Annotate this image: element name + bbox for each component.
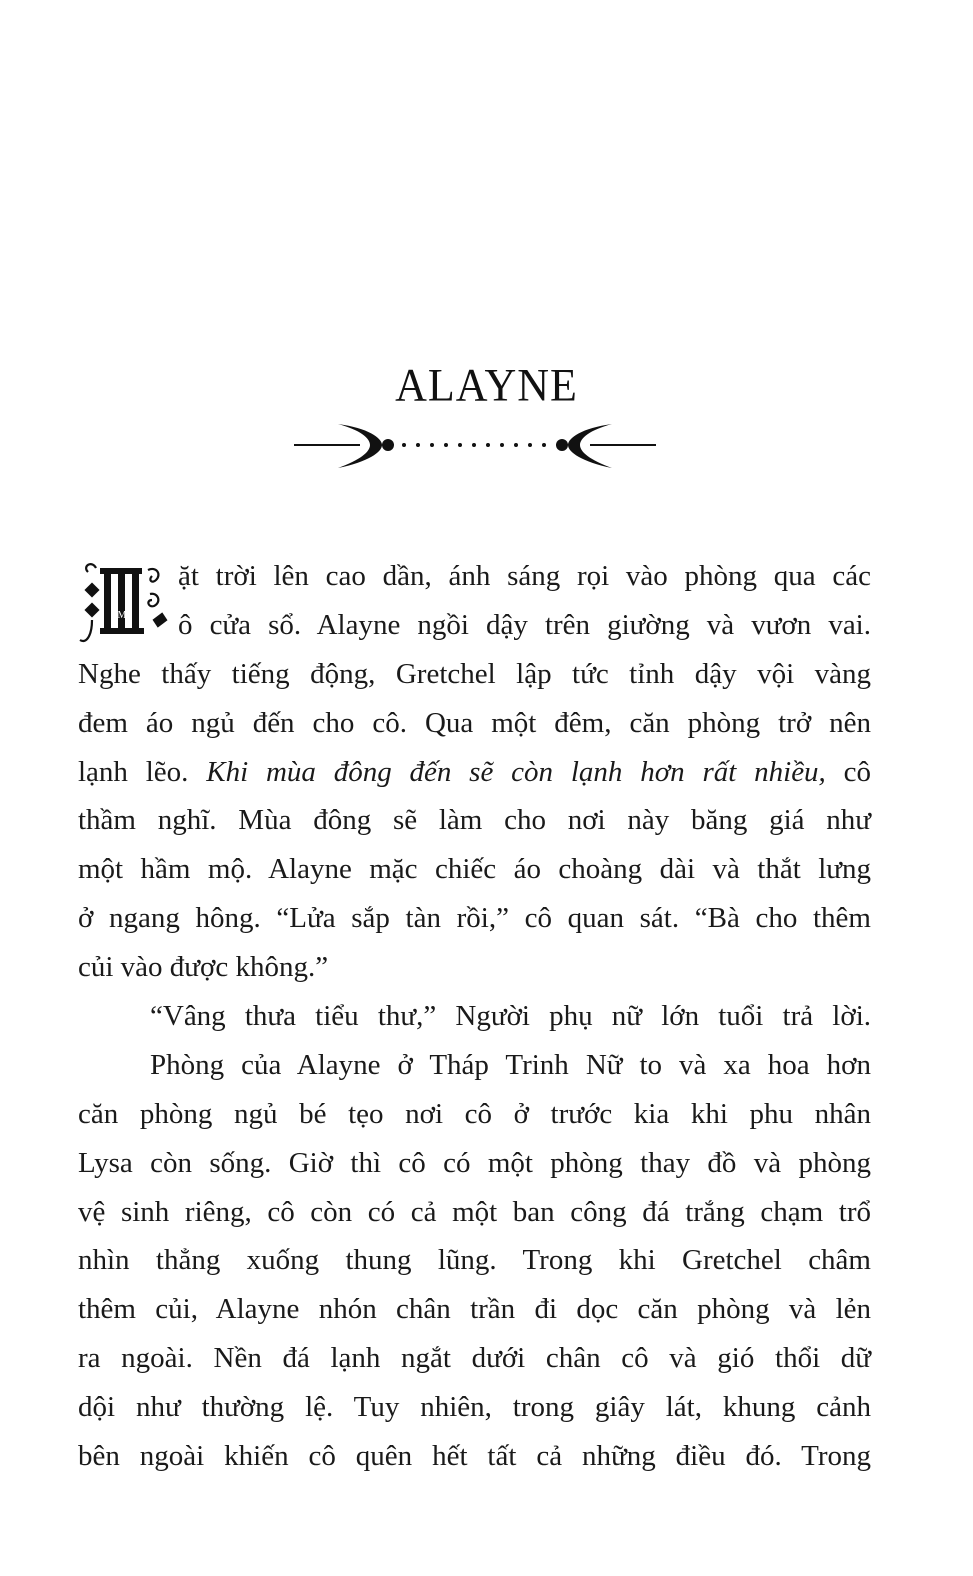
text-line: Nghe thấy tiếng động, Gretchel lập tức tỉnh dậy vội vàng (78, 657, 871, 690)
svg-text:M: M (117, 610, 127, 621)
text-line (78, 748, 871, 797)
text-segment: cô (825, 755, 871, 788)
text-line: “Vâng thưa tiểu thư,” Người phụ nữ lớn tuổi trả lời. (150, 1000, 871, 1033)
text-line: căn phòng ngủ bé tẹo nơi cô ở trước kia khi phu nhân (78, 1097, 871, 1130)
text-line: thêm củi, Alayne nhón chân trần đi dọc căn phòng và lẻn (78, 1293, 871, 1326)
text-line: một hầm mộ. Alayne mặc chiếc áo choàng dài và thắt lưng (78, 853, 871, 886)
text-segment: lạnh lẽo. (78, 755, 207, 788)
text-line: ô cửa sổ. Alayne ngồi dậy trên giường và vươn vai. (178, 608, 871, 641)
text-line: thầm nghĩ. Mùa đông sẽ làm cho nơi này băng giá như (78, 804, 871, 837)
text-line: củi vào được không.” (78, 951, 329, 984)
text-line: ra ngoài. Nền đá lạnh ngắt dưới chân cô và gió thổi dữ (78, 1342, 871, 1375)
italic-thought: Khi mùa đông đến sẽ còn lạnh hơn rất nhiều, (206, 755, 826, 788)
text-line: ở ngang hông. “Lửa sắp tàn rồi,” cô quan sát. “Bà cho thêm (78, 902, 871, 935)
body-text (78, 552, 871, 1481)
dropcap-ornamental-letter (78, 560, 170, 650)
text-line: đem áo ngủ đến cho cô. Qua một đêm, căn phòng trở nên (78, 706, 871, 739)
text-line: vệ sinh riêng, cô còn có cả một ban công đá trắng chạm trổ (78, 1195, 871, 1228)
text-line: Lysa còn sống. Giờ thì cô có một phòng thay đồ và phòng (78, 1146, 871, 1179)
text-line: ặt trời lên cao dần, ánh sáng rọi vào phòng qua các (178, 560, 871, 592)
text-line: nhìn thẳng xuống thung lũng. Trong khi Gretchel châm (78, 1244, 871, 1277)
chapter-title: ALAYNE (395, 359, 578, 412)
text-line: dội như thường lệ. Tuy nhiên, trong giây lát, khung cảnh (78, 1391, 871, 1424)
text-line: bên ngoài khiến cô quên hết tất cả những điều đó. Trong (78, 1440, 871, 1473)
text-line: Phòng của Alayne ở Tháp Trinh Nữ to và xa hoa hơn (150, 1048, 871, 1081)
chapter-ornament (290, 418, 660, 474)
